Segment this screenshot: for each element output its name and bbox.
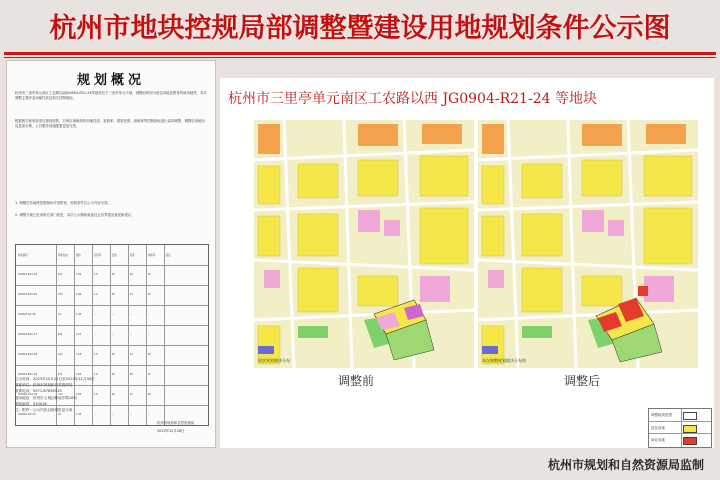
table-cell: G2	[57, 413, 62, 416]
table-cell: A33	[57, 293, 63, 296]
title-divider-thin	[4, 57, 716, 58]
footer-line: 联系单位：杭州市规划和自然资源局	[15, 383, 73, 388]
before-caption: 调整前	[338, 374, 375, 388]
table-header-cell: 高度	[129, 254, 135, 257]
table-cell: 1.0	[93, 393, 98, 396]
legend-row-commercial: 商业用地	[649, 433, 711, 446]
table-cell: 35	[147, 273, 151, 276]
footer-line: 公示时间：2023年10月24日至2023年11月30日	[15, 377, 95, 381]
table-header-cell: 面积	[75, 254, 81, 257]
issue-date: 2023年12月28日	[157, 429, 185, 433]
after-caption: 调整后	[564, 374, 601, 388]
table-cell: 30	[111, 293, 115, 296]
legend-swatch-residential	[683, 425, 697, 433]
table-header-cell: 地块编号	[17, 254, 28, 257]
table-cell: 1.52	[75, 273, 82, 276]
overview-paragraph-3: 1. 调整后各地块控制指标详见附表，规划条件以公示内容为准。	[15, 201, 111, 205]
legend-swatch-adjustment	[683, 412, 697, 420]
table-cell: 24	[129, 353, 133, 356]
table-cell: JG0904-A33-25	[17, 293, 38, 296]
issuer-name: 杭州市规划和自然资源局	[157, 421, 195, 425]
footer-line: 联系电话：0571-87658523	[15, 389, 62, 394]
table-cell: 25	[147, 373, 151, 376]
table-cell: JG0904-R21-24	[17, 273, 38, 276]
supervising-agency: 杭州市规划和自然资源局监制	[547, 458, 704, 472]
table-cell: U12	[57, 393, 63, 396]
table-cell: —	[147, 413, 151, 416]
table-cell: R21	[57, 273, 63, 276]
table-cell: 3.0	[93, 373, 98, 376]
legend-row-residential: 居住用地	[649, 421, 711, 434]
planning-overview-panel	[6, 60, 216, 448]
table-cell: G1	[57, 313, 62, 316]
table-cell: —	[147, 333, 151, 336]
table-cell: 80	[129, 373, 133, 376]
table-cell: 24	[129, 293, 133, 296]
table-cell: 25	[111, 273, 115, 276]
table-cell: —	[93, 313, 97, 316]
map-legend	[648, 408, 712, 448]
table-cell: 15	[129, 393, 133, 396]
table-cell: 2.5	[93, 273, 98, 276]
table-header-cell: 备注	[165, 254, 171, 257]
table-cell: 40	[111, 393, 115, 396]
map-before-drawing	[254, 120, 474, 368]
table-row-divider	[16, 265, 208, 266]
map-comparison-panel	[220, 78, 714, 448]
table-row-divider	[16, 285, 208, 286]
table-cell: —	[147, 313, 151, 316]
table-cell: —	[129, 413, 133, 416]
footer-line: 注：附件一公示内容以规划批复为准	[15, 408, 73, 412]
table-header-cell: 用地性质	[57, 254, 68, 257]
table-cell: JG0904-U12-30	[17, 393, 38, 396]
overview-paragraph-1: 杭州市三里亭单元南区工农路以西JG0904-R21-24等地块位于三里亭单元中部，调整前规划为居住用地及教育科研用地等，本次调整主要涉及用地性质及相关控制指标。	[15, 91, 207, 100]
footer-line: 邮政编码：310016	[15, 401, 47, 406]
table-cell: 40	[111, 373, 115, 376]
table-header-cell: 容积率	[93, 254, 102, 257]
table-cell: 35	[111, 353, 115, 356]
table-cell: B11	[57, 373, 63, 376]
table-cell: —	[129, 333, 133, 336]
table-cell: S42	[57, 333, 63, 336]
table-cell: JG0904-G2-31	[17, 413, 36, 416]
table-cell: 30	[147, 353, 151, 356]
overview-paragraph-4: 2. 调整方案已征求相关部门意见，本次公示期间欢迎社会各界提出意见和建议。	[15, 213, 135, 217]
before-map-label: 现状规划地块分布	[258, 358, 290, 363]
table-row-divider	[16, 345, 208, 346]
table-cell: —	[111, 313, 115, 316]
table-cell: 0.21	[75, 333, 82, 336]
table-cell: JG0904-R22-28	[17, 353, 38, 356]
table-cell: 35	[147, 293, 151, 296]
after-map-label: 本次调整规划地块分布图	[482, 358, 526, 363]
map-after-adjustment	[478, 120, 698, 368]
page-title: 杭州市地块控规局部调整暨建设用地规划条件公示图	[49, 13, 671, 44]
table-cell: 0.43	[75, 313, 82, 316]
legend-swatch-commercial	[683, 437, 697, 445]
title-divider	[4, 52, 716, 55]
table-cell: —	[111, 333, 115, 336]
table-cell: 0.32	[75, 413, 82, 416]
plot-subtitle: 杭州市三里亭单元南区工农路以西 JG0904-R21-24 等地块	[228, 91, 597, 107]
table-cell: 1.2	[93, 293, 98, 296]
table-cell: 0.86	[75, 293, 82, 296]
footer-line: 通讯地址：杭州市上城区解放东路18号	[15, 395, 78, 400]
map-before-adjustment	[254, 120, 474, 368]
legend-row-adjustment: 调整地块范围	[649, 409, 711, 421]
table-row-divider	[16, 305, 208, 306]
table-cell: JG0904-S42-27	[17, 333, 37, 336]
table-header-cell: 绿地率	[147, 254, 156, 257]
table-cell: —	[93, 333, 97, 336]
table-cell: 60	[129, 273, 133, 276]
table-cell: 1.5	[93, 353, 98, 356]
table-cell: JG0904-G1-26	[17, 313, 36, 316]
overview-paragraph-2: 根据相关规划及项目建设需要，对该区域地块的用地性质、容积率、建筑密度、绿地率等控制指标进行局部调整，调整后用地布局更加合理，公共服务设施配置更加完善。	[15, 119, 205, 128]
table-cell: 0.64	[75, 373, 82, 376]
overview-heading: 规划概况	[76, 73, 145, 88]
table-cell: 20	[147, 393, 151, 396]
table-row-divider	[16, 325, 208, 326]
table-cell: —	[111, 413, 115, 416]
table-cell: 0.18	[75, 353, 82, 356]
table-cell: JG0904-B11-29	[17, 373, 38, 376]
table-header-cell: 密度	[111, 254, 117, 257]
map-after-drawing	[478, 120, 698, 368]
table-cell: R22	[57, 353, 63, 356]
table-cell: —	[93, 413, 97, 416]
table-row-divider	[16, 365, 208, 366]
table-cell: 0.05	[75, 393, 82, 396]
table-cell: —	[129, 313, 133, 316]
